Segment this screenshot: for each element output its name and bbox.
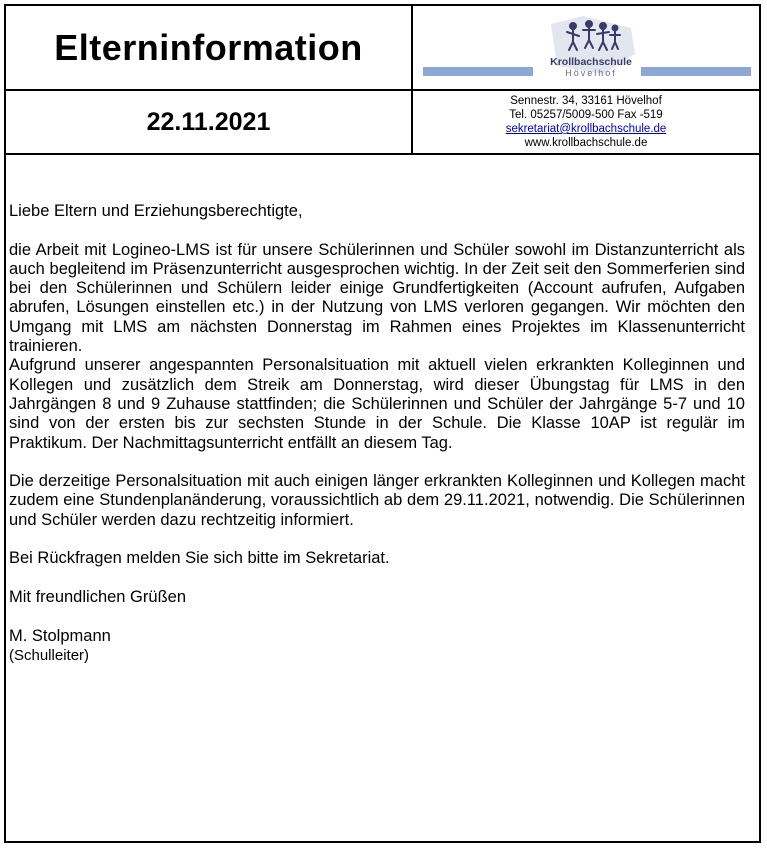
contact-email-link[interactable]: sekretariat@krollbachschule.de bbox=[505, 123, 667, 135]
header-bottom-divider bbox=[6, 153, 759, 155]
letter-paragraph-2: Aufgrund unserer angespannten Personalsituation mit aktuell vielen erkrankten Kolleginnen und Kollegen und zusätzlich dem Streik am Donnerstag, wird dieser Übungstag für LMS in den Jahrgängen 8 und 9 Zuhause stattfinden; die Schülerinnen und Schüler der Jahrgänge 5-7 und 10 sind von der ersten bis zur sechsten Stunde in der Schule. Die Klasse 10AP ist regulär im Praktikum. Der Nachmittagsunterricht entfällt an diesem Tag. bbox=[9, 356, 745, 452]
letter-paragraph-3: Die derzeitige Personalsituation mit auch einigen länger erkrankten Kolleginnen und Kollegen macht zudem eine Stundenplanänderung, voraussichtlich ab dem 29.11.2021, notwendig. Die Schülerinnen und Schüler werden dazu rechtzeitig informiert. bbox=[9, 472, 745, 529]
letter-paragraph-4: Bei Rückfragen melden Sie sich bitte im Sekretariat. bbox=[9, 549, 390, 568]
logo-school-place: Hövelhof bbox=[565, 68, 617, 78]
letter-salutation: Liebe Eltern und Erziehungsberechtigte, bbox=[9, 202, 303, 220]
signature-role: (Schulleiter) bbox=[9, 646, 90, 664]
accent-bar-left bbox=[423, 67, 533, 76]
accent-bar-right bbox=[641, 67, 751, 76]
school-logo bbox=[543, 14, 639, 78]
letter-body bbox=[9, 202, 745, 665]
logo-cell bbox=[413, 6, 759, 89]
document-date: 22.11.2021 bbox=[146, 107, 271, 136]
contact-phone: Tel. 05257/5009-500 Fax -519 bbox=[509, 109, 663, 121]
contact-block bbox=[413, 91, 759, 153]
document-title: Elterninformation bbox=[54, 26, 363, 68]
contact-website: www.krollbachschule.de bbox=[524, 137, 648, 149]
letter-closing: Mit freundlichen Grüßen bbox=[9, 587, 186, 606]
signature-name: M. Stolpmann bbox=[9, 626, 111, 645]
logo-school-name: Krollbachschule bbox=[550, 56, 632, 68]
letter-paragraph-1: die Arbeit mit Logineo-LMS ist für unsere Schülerinnen und Schüler sowohl im Distanzunterricht als auch begleitend im Präsenzunterricht ausgesprochen wichtig. In der Zeit seit den Sommerferien sind bei den Schülerinnen und Schülern leider einige Grundfertigkeiten (Account aufrufen, Aufgaben abrufen, Lösungen einstellen etc.) in der Nutzung von LMS verloren gegangen. Wir möchten den Umgang mit LMS am nächsten Donnerstag im Rahmen eines Projektes im Klassenunterricht trainieren. bbox=[9, 240, 745, 356]
contact-address: Sennestr. 34, 33161 Hövelhof bbox=[510, 95, 662, 107]
